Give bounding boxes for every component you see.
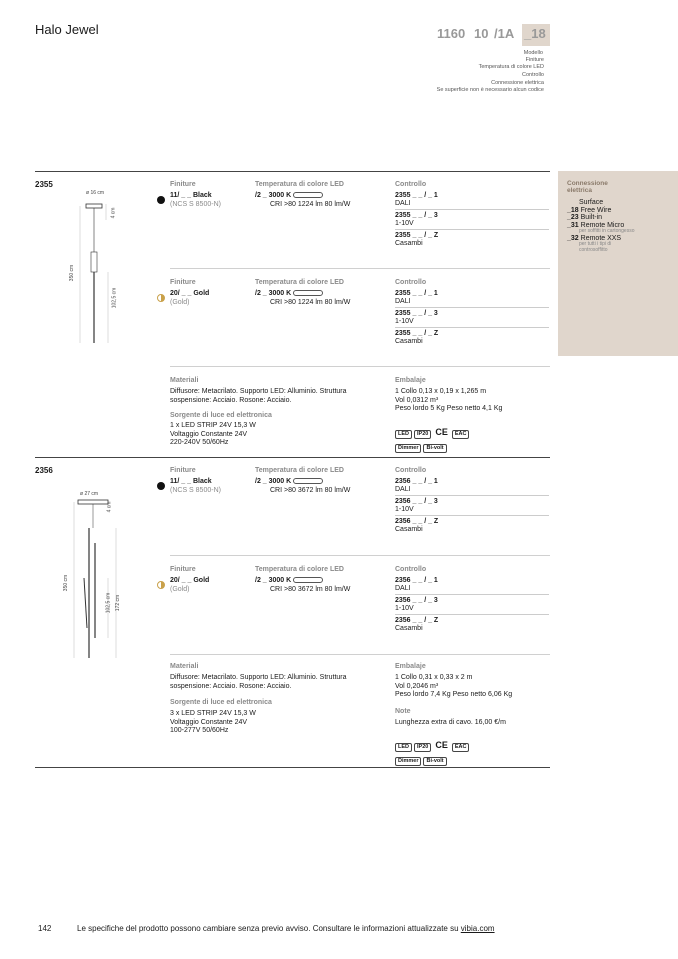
- label-temperatura: Temperatura di colore LED: [255, 566, 344, 573]
- conn-item-23: _23 Built-in: [567, 214, 603, 221]
- sorgente-text: 3 x LED STRIP 24V 15,3 W Voltaggio Constante 24V 100-277V 50/60Hz: [170, 710, 256, 734]
- model-2356: 2356: [35, 466, 53, 475]
- finish-swatch: [157, 289, 169, 307]
- code-model: 1160: [437, 26, 466, 41]
- legend-line-5: Connessione elettrica: [491, 80, 544, 86]
- legend-line-6: Se superficie non è necessario alcun codice: [436, 87, 544, 93]
- finish-swatch: [157, 576, 169, 594]
- label-note: Note: [395, 708, 411, 715]
- conn-item-18: _18 Free Wire: [567, 206, 612, 214]
- footer-text: Le specifiche del prodotto possono cambiare senza previo avviso. Consultare le informazioni attualizzate su vibia.com: [77, 924, 495, 933]
- finish-sub: (NCS S 8500-N): [170, 487, 221, 494]
- model-2355: 2355: [35, 180, 53, 189]
- dim-350: 350 cm: [69, 264, 76, 282]
- embalaje-text: 1 Collo 0,31 x 0,33 x 2 m Vol 0,2046 m³ Peso lordo 7,4 Kg Peso netto 6,06 Kg: [395, 674, 513, 698]
- temp-code: /2 _ 3000 K: [255, 192, 323, 200]
- feature-tags: Dimmer Bi-volt: [395, 749, 449, 767]
- conn-note-31: per soffitti in cartongesso: [579, 228, 635, 234]
- dim-102: 102,5 cm: [105, 592, 112, 614]
- temp-code: /2 _ 3000 K: [255, 478, 323, 486]
- dim-diameter: ø 16 cm: [86, 190, 105, 196]
- finish-sub: (Gold): [170, 586, 190, 593]
- label-controllo: Controllo: [395, 566, 427, 573]
- lumen: CRI >80 1224 lm 80 lm/W: [270, 299, 351, 306]
- note-text: Lunghezza extra di cavo. 16,00 €/m: [395, 719, 506, 726]
- cert-tags: LED IP20 CE EAC: [395, 422, 471, 440]
- label-controllo: Controllo: [395, 181, 427, 188]
- label-embalaje: Embalaje: [395, 663, 426, 670]
- control-list: 2355 _ _ / _ 1 DALI 2355 _ _ / _ 3 1-10V 2355 _ _ / _ Z Casambi: [395, 289, 549, 348]
- conn-item-31: _31 Remote Micro: [567, 221, 625, 229]
- lumen: CRI >80 1224 lm 80 lm/W: [270, 201, 351, 208]
- control-list: 2356 _ _ / _ 1 DALI 2356 _ _ / _ 3 1-10V 2356 _ _ / _ Z Casambi: [395, 477, 549, 536]
- label-embalaje: Embalaje: [395, 377, 426, 384]
- feature-tags: Dimmer Bi-volt: [395, 436, 449, 454]
- control-list: 2356 _ _ / _ 1 DALI 2356 _ _ / _ 3 1-10V 2356 _ _ / _ Z Casambi: [395, 576, 549, 635]
- temp-code: /2 _ 3000 K: [255, 577, 323, 585]
- label-finiture: Finiture: [170, 279, 196, 286]
- page-title: Halo Jewel: [35, 22, 99, 37]
- finish-sub: (NCS S 8500-N): [170, 201, 221, 208]
- finish-code: 20/ _ _ Gold: [170, 577, 210, 584]
- code-temp: /1A: [494, 26, 515, 41]
- label-sorgente: Sorgente di luce ed elettronica: [170, 412, 272, 419]
- legend-line-1: Modello: [523, 50, 543, 56]
- label-temperatura: Temperatura di colore LED: [255, 181, 344, 188]
- conn-item-surface: Surface: [579, 199, 604, 206]
- dim-350: 350 cm: [63, 574, 70, 592]
- page-number: 142: [38, 924, 52, 933]
- finish-code: 11/ _ _ Black: [170, 478, 212, 485]
- finish-sub: (Gold): [170, 299, 190, 306]
- cert-tags: LED IP20 CE EAC: [395, 735, 471, 753]
- finish-code: 11/ _ _ Black: [170, 192, 212, 199]
- lumen: CRI >80 3672 lm 80 lm/W: [270, 586, 351, 593]
- label-materiali: Materiali: [170, 663, 199, 670]
- code-connection: _18: [524, 26, 546, 41]
- dim-4cm: 4 cm: [110, 207, 117, 219]
- materiali-text: Diffusore: Metacrilato. Supporto LED: Alluminio. Struttura sospensione: Acciaio. Rosone: Acciaio.: [170, 674, 347, 690]
- lumen: CRI >80 3672 lm 80 lm/W: [270, 487, 351, 494]
- code-finish: 10: [474, 26, 489, 41]
- label-finiture: Finiture: [170, 467, 196, 474]
- legend-line-4: Controllo: [521, 72, 544, 78]
- legend-line-2: Finiture: [525, 57, 544, 63]
- connection-panel: [558, 171, 678, 356]
- materiali-text: Diffusore: Metacrilato. Supporto LED: Alluminio. Struttura sospensione: Acciaio. Rosone: Acciaio.: [170, 388, 347, 404]
- embalaje-text: 1 Collo 0,13 x 0,19 x 1,265 m Vol 0,0312 m³ Peso lordo 5 Kg Peso netto 4,1 Kg: [395, 388, 503, 412]
- label-controllo: Controllo: [395, 467, 427, 474]
- label-materiali: Materiali: [170, 377, 199, 384]
- label-finiture: Finiture: [170, 566, 196, 573]
- dim-102: 102,5 cm: [111, 287, 118, 309]
- finish-swatch: [157, 191, 169, 209]
- label-temperatura: Temperatura di colore LED: [255, 279, 344, 286]
- finish-swatch: [157, 477, 169, 495]
- label-sorgente: Sorgente di luce ed elettronica: [170, 699, 272, 706]
- conn-note-32: per tutti i tipi di controsoffitto: [579, 241, 612, 253]
- label-temperatura: Temperatura di colore LED: [255, 467, 344, 474]
- dim-4cm: 4 cm: [106, 501, 113, 513]
- product-drawing-2356: [60, 488, 140, 668]
- conn-item-32: _32 Remote XXS: [567, 234, 622, 242]
- label-controllo: Controllo: [395, 279, 427, 286]
- temp-code: /2 _ 3000 K: [255, 290, 323, 298]
- finish-code: 20/ _ _ Gold: [170, 290, 210, 297]
- footer-link[interactable]: vibia.com: [460, 924, 495, 933]
- sorgente-text: 1 x LED STRIP 24V 15,3 W Voltaggio Constante 24V 220-240V 50/60Hz: [170, 422, 256, 446]
- dim-diameter: ø 27 cm: [80, 491, 99, 497]
- control-list: 2355 _ _ / _ 1 DALI 2355 _ _ / _ 3 1-10V 2355 _ _ / _ Z Casambi: [395, 191, 549, 250]
- connection-title: Connessione elettrica: [567, 180, 608, 194]
- legend-line-3: Temperatura di colore LED: [478, 64, 544, 70]
- label-finiture: Finiture: [170, 181, 196, 188]
- dim-172: 172 cm: [115, 594, 122, 612]
